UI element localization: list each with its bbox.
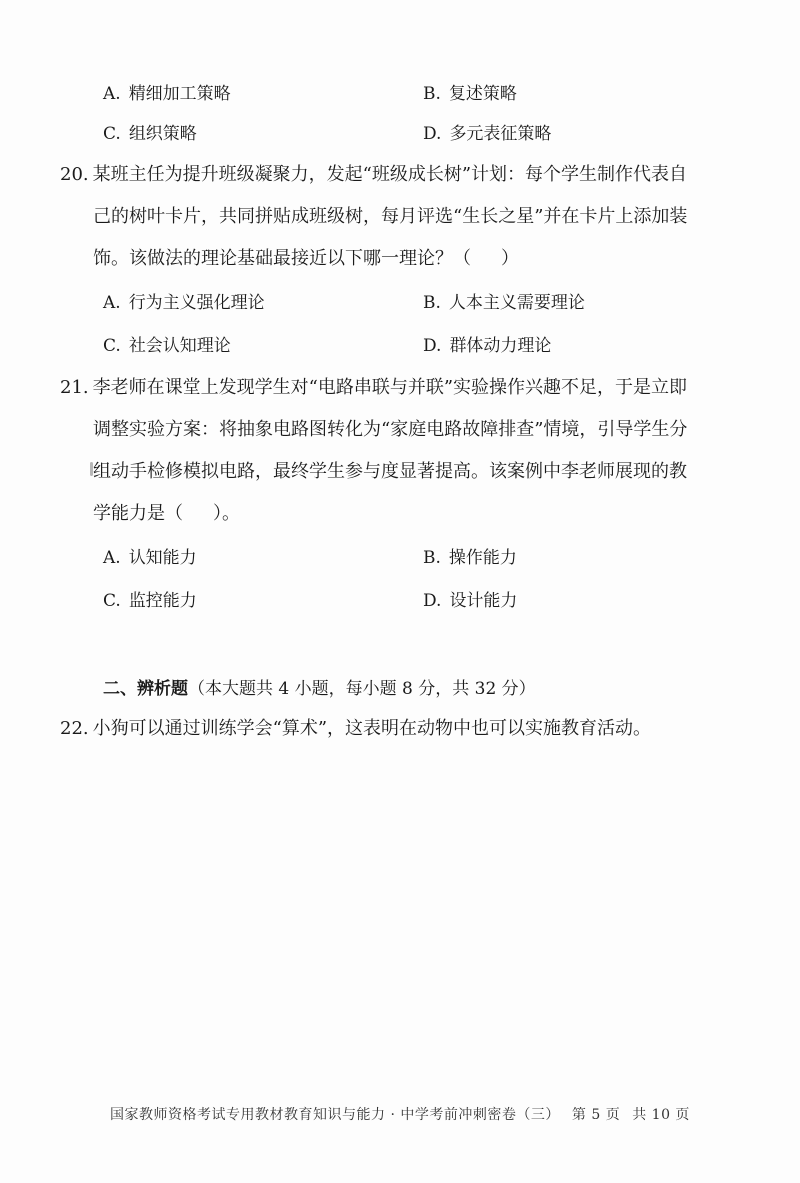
question-20-line-1 bbox=[60, 154, 760, 196]
option-letter: C. bbox=[103, 124, 121, 144]
option-letter: A. bbox=[103, 548, 121, 568]
footer-title: 国家教师资格考试专用教材教育知识与能力 · 中学考前冲刺密卷（三） bbox=[110, 1107, 560, 1123]
q21-option-c bbox=[103, 586, 197, 616]
q20-options-row-2 bbox=[0, 331, 800, 361]
q21-options-row-2 bbox=[0, 586, 800, 616]
question-22-line-1 bbox=[60, 708, 760, 750]
question-number: 21. bbox=[60, 377, 89, 398]
q19-option-a bbox=[103, 79, 231, 109]
option-text: 人本主义需要理论 bbox=[448, 293, 585, 313]
option-letter: B. bbox=[423, 84, 441, 104]
question-text: 己的树叶卡片，共同拼贴成班级树，每月评选“生长之星”并在卡片上添加装 bbox=[93, 206, 688, 227]
q20-option-b bbox=[423, 288, 585, 318]
question-22 bbox=[60, 708, 760, 750]
option-text: 监控能力 bbox=[128, 591, 197, 611]
q19-option-b bbox=[423, 79, 517, 109]
question-text: 调整实验方案：将抽象电路图转化为“家庭电路故障排查”情境，引导学生分 bbox=[93, 419, 688, 440]
footer-total-pages: 共 10 页 bbox=[632, 1107, 690, 1123]
answer-paren-close: ） bbox=[501, 248, 519, 269]
option-letter: C. bbox=[103, 336, 121, 356]
option-letter: A. bbox=[103, 293, 121, 313]
answer-paren-close: ）。 bbox=[213, 503, 240, 524]
q19-option-c bbox=[103, 119, 197, 149]
option-letter: C. bbox=[103, 591, 121, 611]
section-title: 二、辨析题 bbox=[103, 679, 188, 699]
q21-option-b bbox=[423, 543, 517, 573]
option-text: 组织策略 bbox=[128, 124, 197, 144]
option-letter: D. bbox=[423, 124, 442, 144]
page-footer bbox=[0, 1104, 800, 1124]
question-20-line-3 bbox=[60, 238, 760, 280]
question-text: 某班主任为提升班级凝聚力，发起“班级成长树”计划：每个学生制作代表自 bbox=[92, 164, 688, 185]
option-text: 多元表征策略 bbox=[449, 124, 552, 144]
section-heading bbox=[103, 674, 536, 704]
q19-options-row-1 bbox=[0, 79, 800, 109]
q20-option-c bbox=[103, 331, 231, 361]
footer-page-number: 第 5 页 bbox=[571, 1107, 621, 1123]
option-letter: B. bbox=[423, 293, 441, 313]
section-note: （本大题共 4 小题，每小题 8 分，共 32 分） bbox=[188, 679, 536, 699]
question-21-line-4 bbox=[60, 493, 760, 535]
option-text: 群体动力理论 bbox=[449, 336, 552, 356]
question-text: 学能力是（ bbox=[93, 503, 183, 524]
option-text: 操作能力 bbox=[448, 548, 517, 568]
question-21 bbox=[60, 367, 760, 535]
option-text: 认知能力 bbox=[128, 548, 197, 568]
q21-option-d bbox=[423, 586, 517, 616]
question-20-line-2 bbox=[60, 196, 760, 238]
question-text: 小狗可以通过训练学会“算术”，这表明在动物中也可以实施教育活动。 bbox=[92, 718, 652, 739]
scan-mark bbox=[90, 462, 93, 476]
option-letter: B. bbox=[423, 548, 441, 568]
option-text: 行为主义强化理论 bbox=[128, 293, 265, 313]
option-letter: D. bbox=[423, 591, 442, 611]
q20-option-d bbox=[423, 331, 551, 361]
q20-option-a bbox=[103, 288, 265, 318]
option-text: 社会认知理论 bbox=[128, 336, 231, 356]
q21-options-row-1 bbox=[0, 543, 800, 573]
q19-option-d bbox=[423, 119, 551, 149]
question-21-line-2 bbox=[60, 409, 760, 451]
question-text: 组动手检修模拟电路，最终学生参与度显著提高。该案例中李老师展现的教 bbox=[93, 461, 687, 482]
option-letter: A. bbox=[103, 84, 121, 104]
question-21-line-1 bbox=[60, 367, 760, 409]
question-text: 李老师在课堂上发现学生对“电路串联与并联”实验操作兴趣不足，于是立即 bbox=[92, 377, 688, 398]
question-21-line-3 bbox=[60, 451, 760, 493]
question-number: 22. bbox=[60, 718, 89, 739]
option-text: 设计能力 bbox=[449, 591, 518, 611]
option-text: 精细加工策略 bbox=[128, 84, 231, 104]
q20-options-row-1 bbox=[0, 288, 800, 318]
q21-option-a bbox=[103, 543, 197, 573]
option-letter: D. bbox=[423, 336, 442, 356]
q19-options-row-2 bbox=[0, 119, 800, 149]
question-20 bbox=[60, 154, 760, 280]
question-text: 饰。该做法的理论基础最接近以下哪一理论？（ bbox=[93, 248, 471, 269]
option-text: 复述策略 bbox=[448, 84, 517, 104]
question-number: 20. bbox=[60, 164, 89, 185]
